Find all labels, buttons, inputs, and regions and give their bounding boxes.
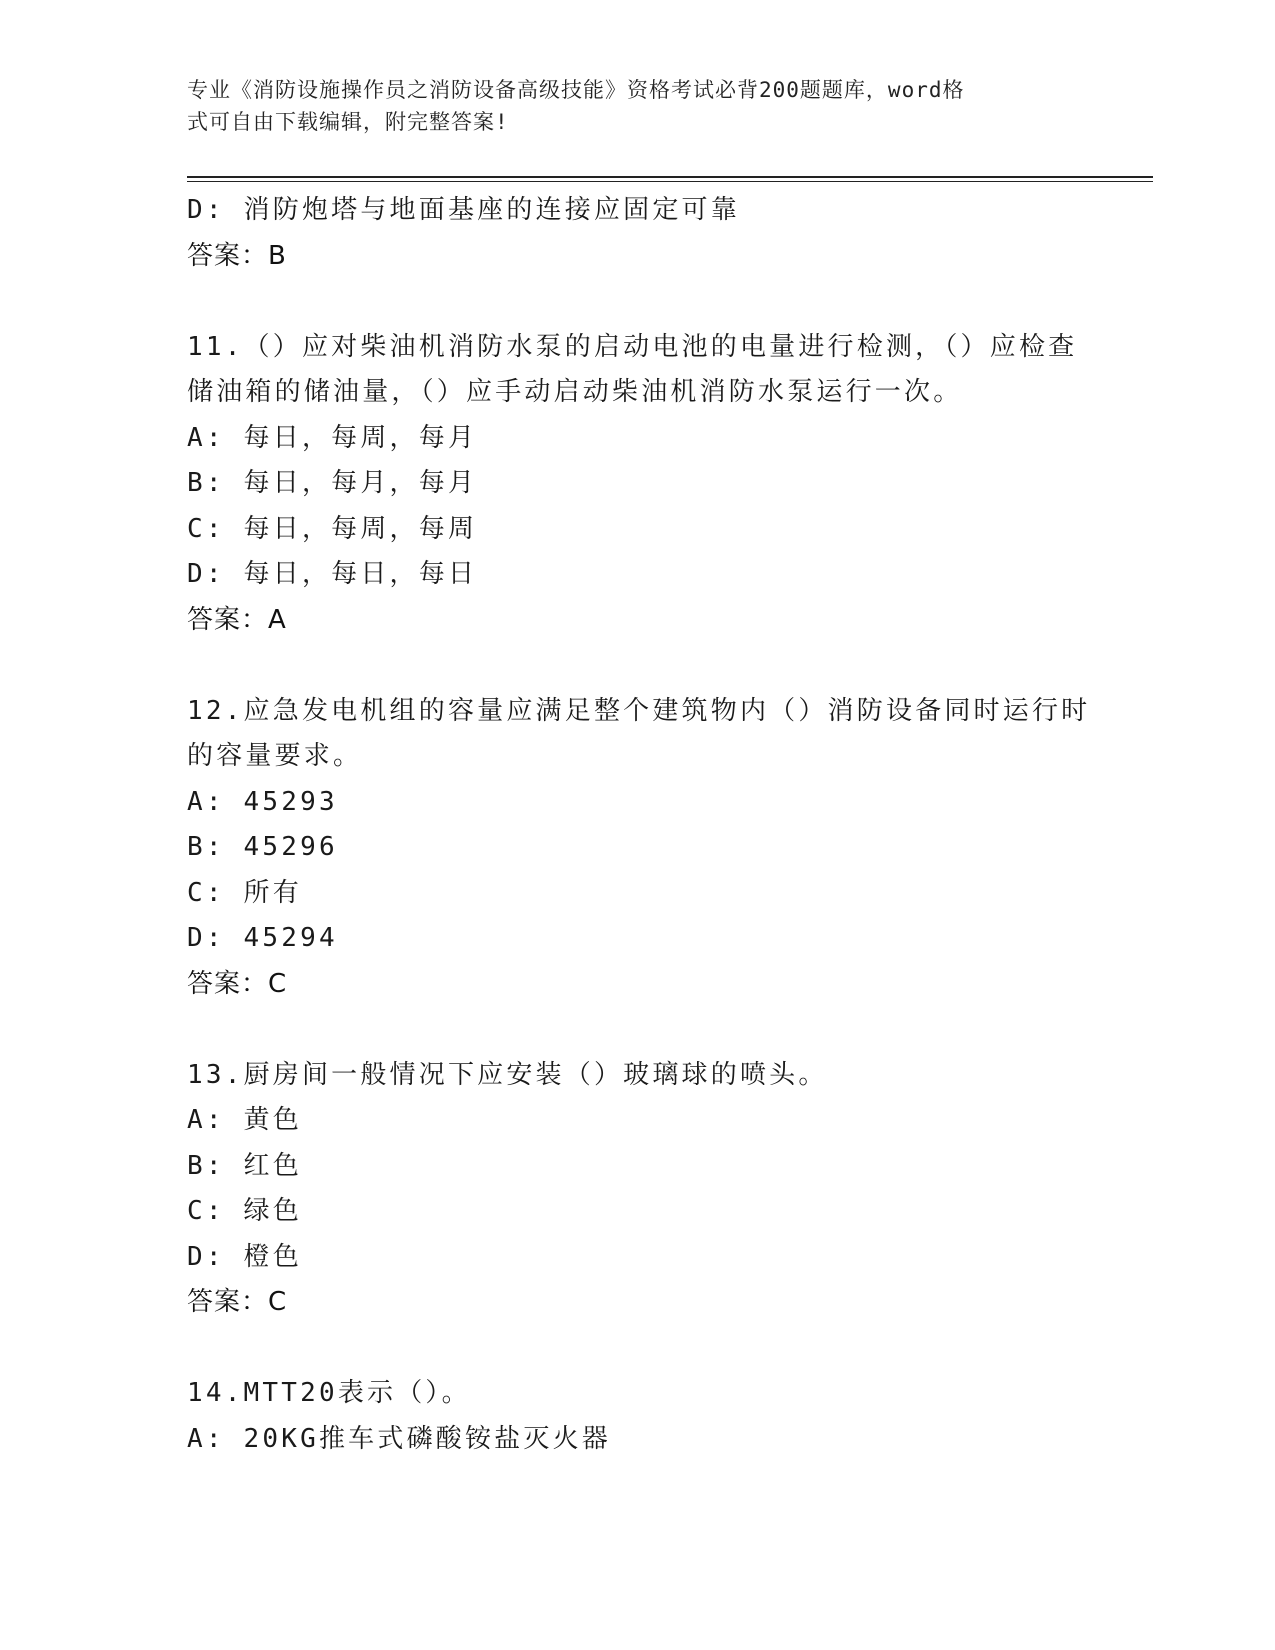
header-title-line-1: 专业《消防设施操作员之消防设备高级技能》资格考试必背200题题库，word格 — [187, 78, 965, 102]
document-header — [187, 74, 1067, 138]
question-11 — [187, 325, 1087, 644]
question-12 — [187, 689, 1091, 1008]
question-text-line-1: 13.厨房间一般情况下应安装（）玻璃球的喷头。 — [187, 1059, 828, 1090]
question-list — [187, 188, 1091, 1462]
question-text-line-1: 14.MTT20表示（）。 — [187, 1378, 471, 1408]
header-divider-thin — [187, 181, 1153, 182]
option-c: C: 每日，每周，每周 — [187, 513, 478, 544]
option-d: D: 橙色 — [187, 1241, 302, 1272]
answer-label: 答案：C — [187, 968, 288, 999]
question-text-line-1: 11.（）应对柴油机消防水泵的启动电池的电量进行检测，（）应检查 — [187, 331, 1078, 362]
question-10-tail — [187, 188, 1087, 279]
answer-label: 答案：C — [187, 1287, 288, 1317]
option-c: C: 所有 — [187, 877, 302, 908]
option-b: B: 红色 — [187, 1150, 302, 1181]
question-text-line-2: 的容量要求。 — [187, 741, 363, 771]
option-b: B: 45296 — [187, 832, 338, 862]
option-d: D: 45294 — [187, 923, 338, 953]
option-c: C: 绿色 — [187, 1196, 302, 1226]
question-13 — [187, 1053, 1087, 1326]
answer-label: 答案：B — [187, 240, 287, 271]
spacer — [187, 1326, 1087, 1372]
spacer — [187, 279, 1087, 325]
header-title-line-2: 式可自由下载编辑，附完整答案! — [187, 110, 509, 134]
spacer — [187, 643, 1087, 689]
option-b: B: 每日，每月，每月 — [187, 468, 478, 498]
question-text-line-2: 储油箱的储油量，（）应手动启动柴油机消防水泵运行一次。 — [187, 377, 963, 407]
question-14 — [187, 1371, 1087, 1462]
spacer — [187, 1007, 1087, 1053]
option-a: A: 每日，每周，每月 — [187, 422, 478, 453]
option-d: D: 消防炮塔与地面基座的连接应固定可靠 — [187, 195, 740, 225]
option-d: D: 每日，每日，每日 — [187, 559, 478, 589]
answer-label: 答案：A — [187, 604, 287, 635]
option-a: A: 20KG推车式磷酸铵盐灭火器 — [187, 1423, 611, 1454]
header-divider-thick — [187, 176, 1153, 178]
option-a: A: 45293 — [187, 786, 338, 817]
option-a: A: 黄色 — [187, 1105, 302, 1135]
question-text-line-1: 12.应急发电机组的容量应满足整个建筑物内（）消防设备同时运行时 — [187, 695, 1091, 726]
